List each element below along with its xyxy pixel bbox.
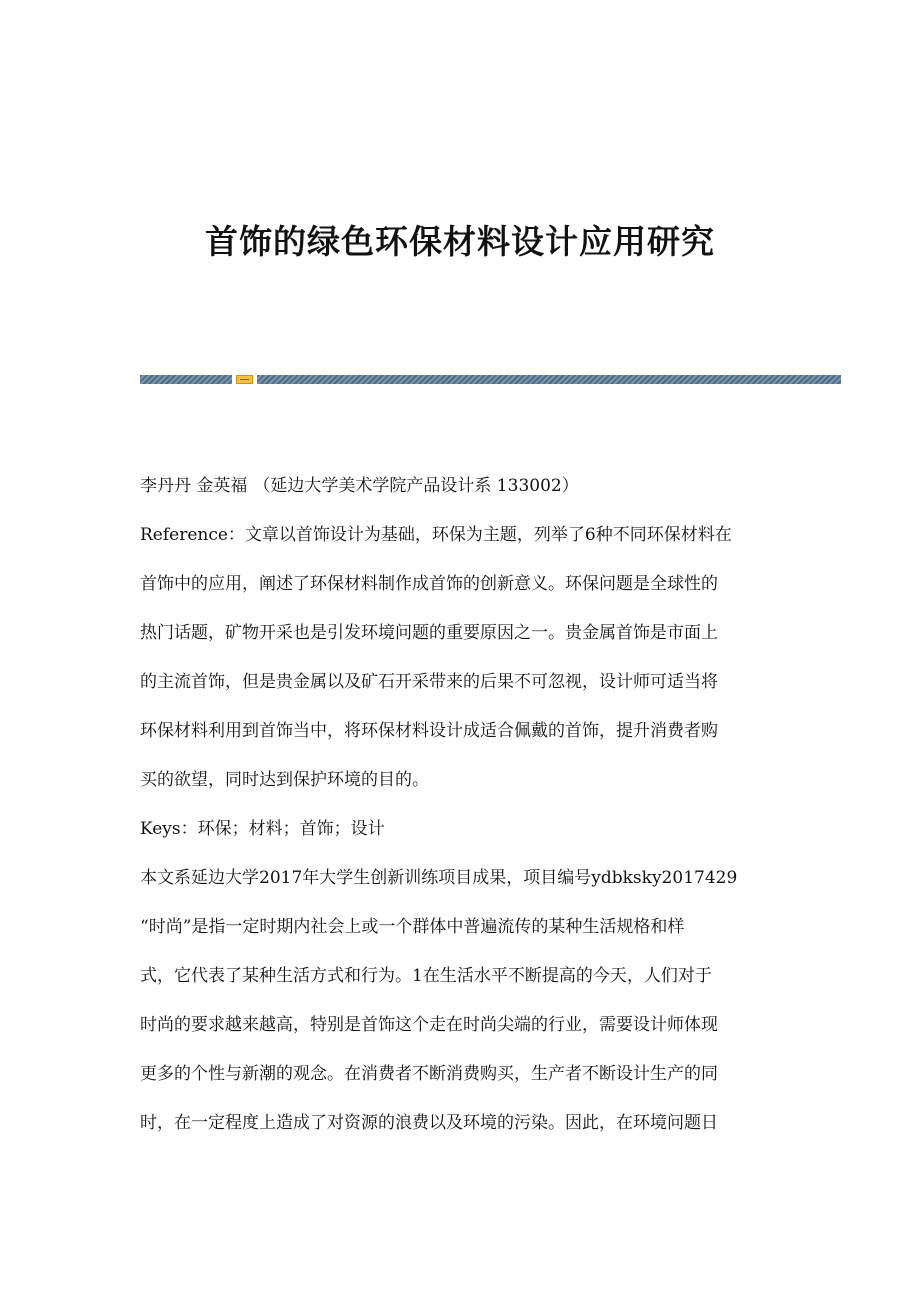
page-title: 首饰的绿色环保材料设计应用研究 xyxy=(205,222,715,261)
abstract-line: Reference：文章以首饰设计为基础，环保为主题，列举了6种不同环保材料在 xyxy=(140,525,732,545)
article-content xyxy=(140,462,790,1148)
body-line: 更多的个性与新潮的观念。在消费者不断消费购买，生产者不断设计生产的同 xyxy=(140,1064,718,1084)
body-line: 时尚的要求越来越高，特别是首饰这个走在时尚尖端的行业，需要设计师体现 xyxy=(140,1015,718,1035)
keywords-line: Keys：环保；材料；首饰；设计 xyxy=(140,819,385,839)
funding-note: 本文系延边大学2017年大学生创新训练项目成果，项目编号ydbksky2017429 xyxy=(140,868,738,888)
abstract-line: 环保材料利用到首饰当中，将环保材料设计成适合佩戴的首饰，提升消费者购 xyxy=(140,721,718,741)
body-line: 式，它代表了某种生活方式和行为。1在生活水平不断提高的今天，人们对于 xyxy=(140,966,712,986)
abstract xyxy=(140,511,790,805)
title-divider xyxy=(140,375,841,384)
divider-bar-left xyxy=(140,375,232,384)
abstract-line: 买的欲望，同时达到保护环境的目的。 xyxy=(140,770,429,790)
author-affiliation: （延边大学美术学院产品设计系 133002） xyxy=(253,476,579,496)
author-line xyxy=(140,462,790,511)
divider-bar-right xyxy=(257,375,841,384)
body-line: 时，在一定程度上造成了对资源的浪费以及环境的污染。因此，在环境问题日 xyxy=(140,1113,718,1133)
body-line: “时尚”是指一定时期内社会上或一个群体中普遍流传的某种生活规格和样 xyxy=(140,917,685,937)
abstract-line: 的主流首饰，但是贵金属以及矿石开采带来的后果不可忽视，设计师可适当将 xyxy=(140,672,718,692)
author-names: 李丹丹 金英福 xyxy=(140,476,248,496)
divider-ornament-icon xyxy=(236,375,253,384)
body-text xyxy=(140,903,790,1148)
abstract-line: 首饰中的应用，阐述了环保材料制作成首饰的创新意义。环保问题是全球性的 xyxy=(140,574,718,594)
abstract-line: 热门话题，矿物开采也是引发环境问题的重要原因之一。贵金属首饰是市面上 xyxy=(140,623,718,643)
